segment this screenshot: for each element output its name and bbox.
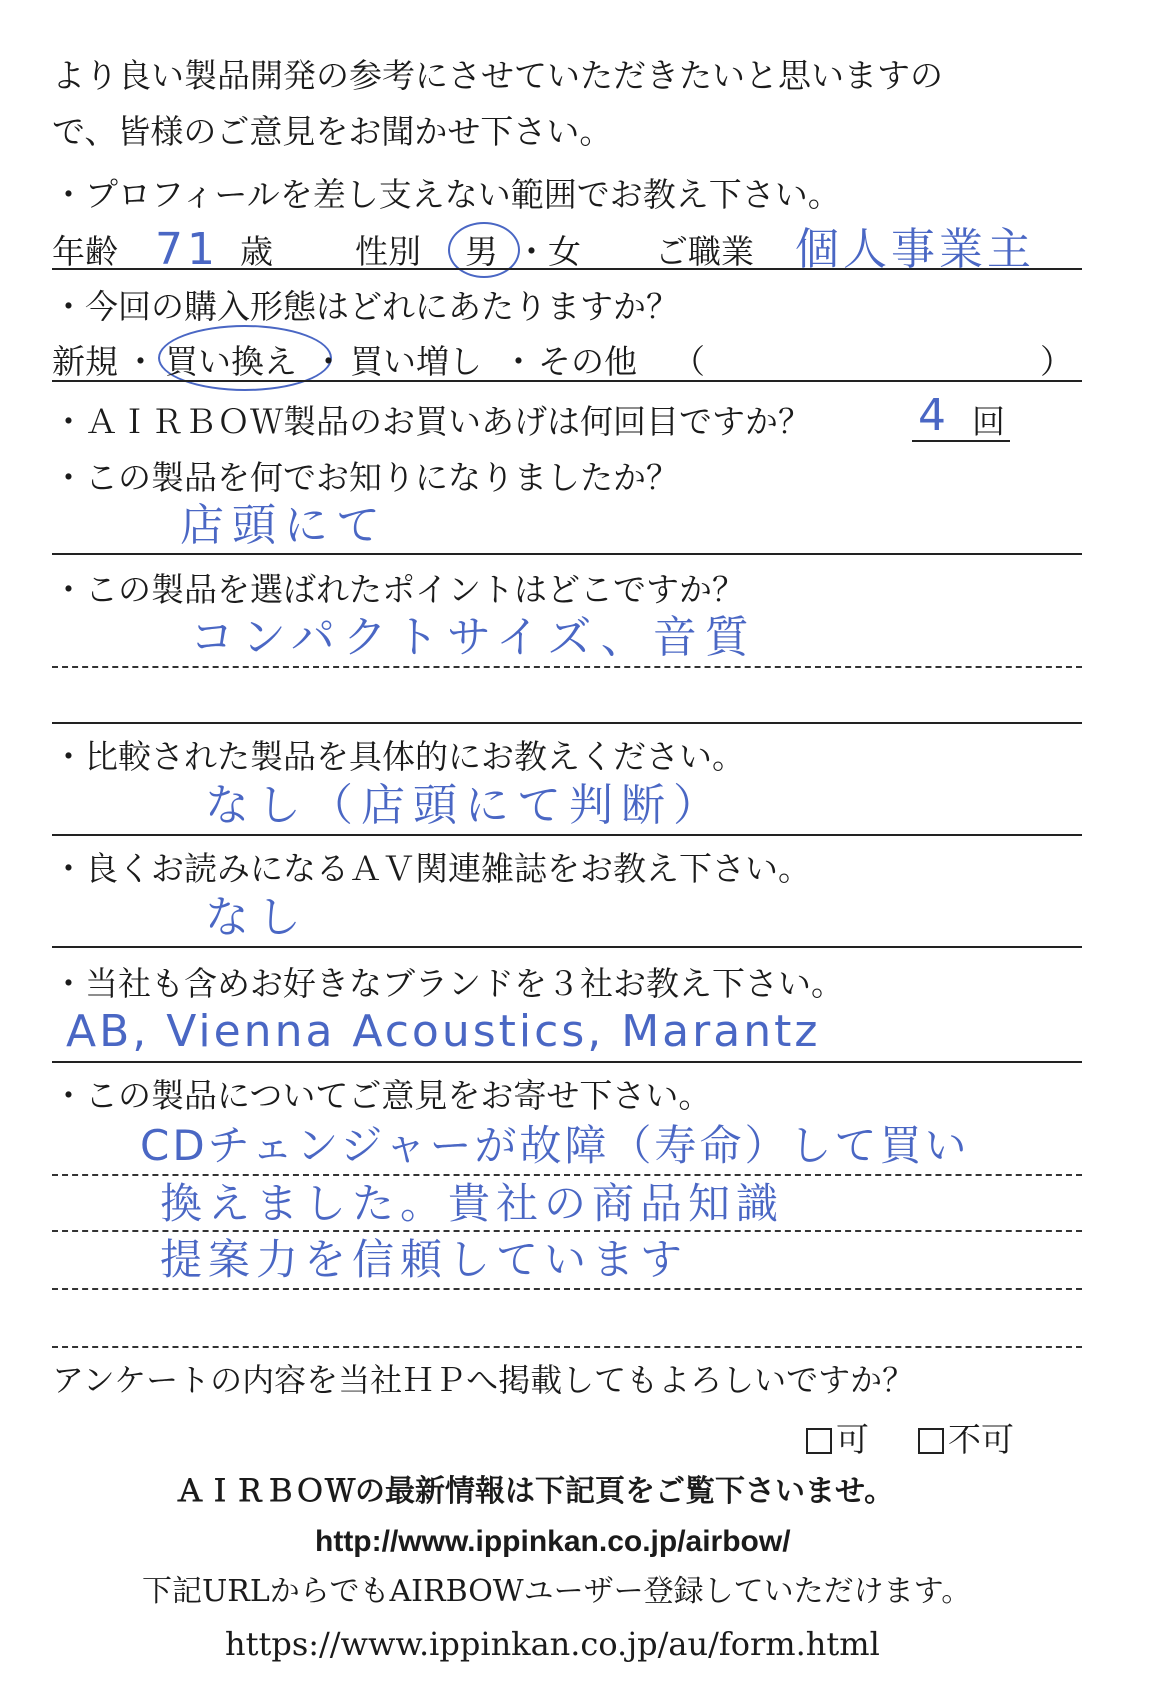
purchase-type-prompt: ・今回の購入形態はどれにあたりますか？ xyxy=(52,287,679,326)
consent-no-label: 不可 xyxy=(948,1420,1014,1459)
divider xyxy=(52,946,1082,948)
occupation-value: 個人事業主 xyxy=(795,224,1035,275)
option-other: その他 xyxy=(538,342,637,381)
brands-prompt: ・当社も含めお好きなブランドを３社お教え下さい。 xyxy=(52,964,844,1003)
occupation-label: ご職業 xyxy=(655,232,754,271)
footer-url-2[interactable]: https://www.ippinkan.co.jp/au/form.html xyxy=(225,1625,880,1663)
compared-answer: なし（店頭にて判断） xyxy=(205,780,725,831)
intro-line-1: より良い製品開発の参考にさせていただきたいと思いますの xyxy=(52,56,943,95)
option-sep: ・ xyxy=(124,342,157,381)
magazines-prompt: ・良くお読みになるＡＶ関連雑誌をお教え下さい。 xyxy=(52,849,811,888)
divider xyxy=(52,380,1082,382)
selection-point-prompt: ・この製品を選ばれたポイントはどこですか？ xyxy=(52,570,745,609)
other-open-paren: （ xyxy=(672,342,705,381)
selection-point-answer: コンパクトサイズ、音質 xyxy=(190,612,757,663)
brands-answer: AB, Vienna Acoustics, Marantz xyxy=(66,1006,821,1057)
age-value: 71 xyxy=(155,224,219,275)
option-add: 買い増し xyxy=(350,342,482,381)
airbow-count-prompt: ・ＡＩＲＢＯＷ製品のお買いあげは何回目ですか？ xyxy=(52,402,811,441)
option-sep: ・ xyxy=(502,342,535,381)
divider xyxy=(52,553,1082,555)
divider xyxy=(52,722,1082,724)
age-label: 年齢 xyxy=(52,232,118,271)
gender-label: 性別 xyxy=(355,232,421,271)
divider xyxy=(52,834,1082,836)
register-note: 下記URLからでもAIRBOWユーザー登録していただけます。 xyxy=(142,1574,972,1609)
footer-headline: ＡＩＲＢＯＷの最新情報は下記頁をご覧下さいませ。 xyxy=(175,1474,895,1509)
how-known-prompt: ・この製品を何でお知りになりましたか？ xyxy=(52,458,679,497)
option-replace: 買い換え xyxy=(165,342,297,381)
dashed-line xyxy=(52,1230,1082,1232)
dashed-line xyxy=(52,666,1082,668)
dashed-line xyxy=(52,1174,1082,1176)
consent-yes-option[interactable] xyxy=(806,1420,869,1460)
airbow-count-unit: 回 xyxy=(972,402,1005,441)
checkbox-no[interactable] xyxy=(918,1428,944,1454)
intro-line-2: で、皆様のご意見をお聞かせ下さい。 xyxy=(52,112,613,151)
consent-no-option[interactable] xyxy=(918,1420,1014,1460)
divider xyxy=(52,268,1082,270)
opinion-line-3: 提案力を信頼しています xyxy=(160,1235,689,1284)
divider xyxy=(52,1061,1082,1063)
checkbox-yes[interactable] xyxy=(806,1428,832,1454)
option-new: 新規 xyxy=(52,342,118,381)
gender-female: 女 xyxy=(548,232,581,271)
option-sep: ・ xyxy=(312,342,345,381)
opinion-prompt: ・この製品についてご意見をお寄せ下さい。 xyxy=(52,1076,712,1115)
age-unit: 歳 xyxy=(240,232,273,271)
consent-yes-label: 可 xyxy=(836,1420,869,1459)
opinion-line-2: 換えました。貴社の商品知識 xyxy=(160,1179,785,1228)
count-underline xyxy=(912,440,1010,442)
other-close-paren: ） xyxy=(1040,342,1073,381)
gender-separator: ・ xyxy=(515,232,548,271)
consent-question: アンケートの内容を当社ＨＰへ掲載してもよろしいですか？ xyxy=(52,1361,915,1399)
dashed-line xyxy=(52,1288,1082,1290)
footer-url-1[interactable]: http://www.ippinkan.co.jp/airbow/ xyxy=(315,1525,791,1558)
how-known-answer: 店頭にて xyxy=(180,500,388,551)
profile-prompt: ・プロフィールを差し支えない範囲でお教え下さい。 xyxy=(52,175,841,214)
opinion-line-1: CDチェンジャーが故障（寿命）して買い xyxy=(140,1121,970,1170)
airbow-count-value: 4 xyxy=(918,390,950,441)
compared-prompt: ・比較された製品を具体的にお教えください。 xyxy=(52,737,745,776)
dashed-line xyxy=(52,1346,1082,1348)
magazines-answer: なし xyxy=(205,892,309,943)
gender-male: 男 xyxy=(465,232,498,271)
